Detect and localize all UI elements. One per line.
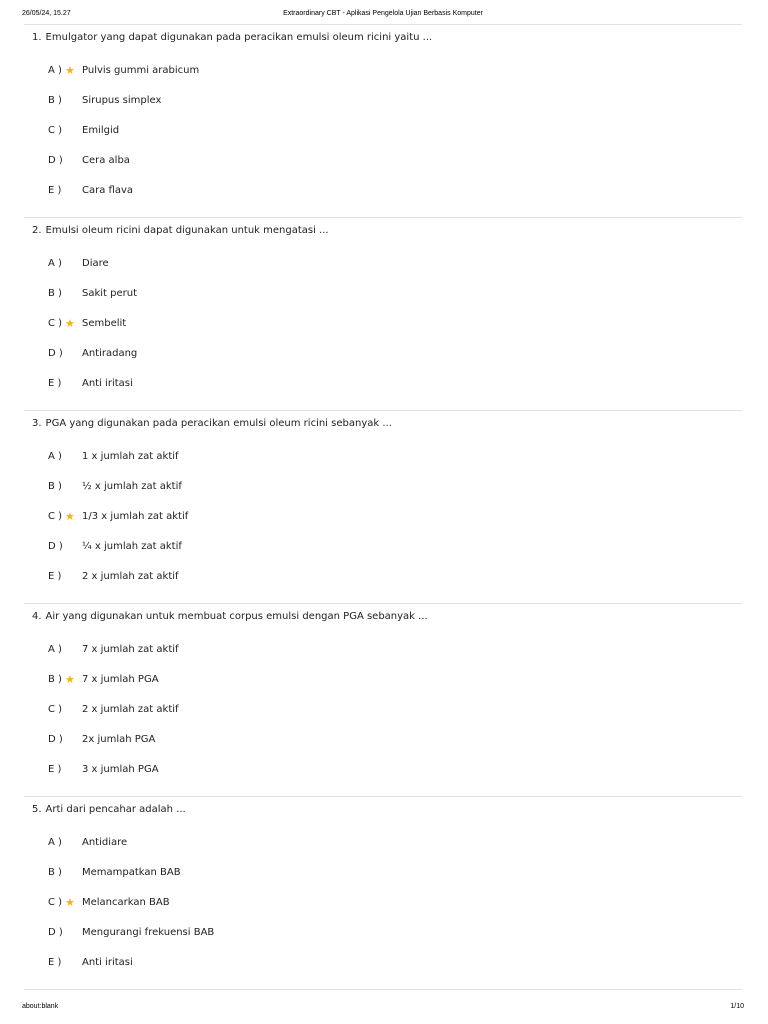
question-text bbox=[32, 225, 329, 236]
option-text: Diare bbox=[82, 258, 109, 269]
option-text: 3 x jumlah PGA bbox=[82, 764, 159, 775]
question-number: 3. bbox=[32, 418, 42, 429]
question-number: 2. bbox=[32, 225, 42, 236]
question-label: Emulgator yang dapat digunakan pada peracikan emulsi oleum ricini yaitu ... bbox=[45, 32, 433, 43]
option-text: 1 x jumlah zat aktif bbox=[82, 451, 179, 462]
page-number: 1/10 bbox=[730, 1003, 744, 1010]
question-text bbox=[32, 32, 432, 43]
option-text: ½ x jumlah zat aktif bbox=[82, 481, 182, 492]
option-letter: D ) bbox=[48, 155, 63, 166]
question-number: 4. bbox=[32, 611, 42, 622]
question-label: Air yang digunakan untuk membuat corpus emulsi dengan PGA sebanyak ... bbox=[45, 611, 428, 622]
option-text: Memampatkan BAB bbox=[82, 867, 181, 878]
option-letter: B ) bbox=[48, 288, 62, 299]
option-letter: E ) bbox=[48, 764, 62, 775]
option-letter: D ) bbox=[48, 348, 63, 359]
option-letter: B ) bbox=[48, 867, 62, 878]
option-text: Cera alba bbox=[82, 155, 130, 166]
option-letter: B ) bbox=[48, 674, 62, 685]
option-letter: B ) bbox=[48, 95, 62, 106]
option-text: 2 x jumlah zat aktif bbox=[82, 571, 179, 582]
question-text bbox=[32, 418, 392, 429]
option-letter: A ) bbox=[48, 65, 62, 76]
question-label: PGA yang digunakan pada peracikan emulsi oleum ricini sebanyak ... bbox=[45, 418, 392, 429]
option-letter: C ) bbox=[48, 897, 63, 908]
question-text bbox=[32, 804, 186, 815]
option-text: Anti iritasi bbox=[82, 378, 133, 389]
option-text: Anti iritasi bbox=[82, 957, 133, 968]
option-text: 1/3 x jumlah zat aktif bbox=[82, 511, 189, 522]
print-title: Extraordinary CBT - Aplikasi Pengelola Ujian Berbasis Komputer bbox=[283, 10, 483, 17]
question-block bbox=[24, 217, 742, 410]
option-letter: B ) bbox=[48, 481, 62, 492]
star-icon: ★ bbox=[65, 510, 75, 523]
divider bbox=[24, 989, 742, 990]
option-text: Antidiare bbox=[82, 837, 128, 848]
option-text: Sembelit bbox=[82, 318, 127, 329]
question-label: Arti dari pencahar adalah ... bbox=[45, 804, 186, 815]
star-icon: ★ bbox=[65, 64, 75, 77]
option-text: 2x jumlah PGA bbox=[82, 734, 156, 745]
option-text: Sirupus simplex bbox=[82, 95, 162, 106]
question-text bbox=[32, 611, 428, 622]
option-text: Sakit perut bbox=[82, 288, 138, 299]
option-letter: E ) bbox=[48, 378, 62, 389]
option-letter: A ) bbox=[48, 837, 62, 848]
option-letter: A ) bbox=[48, 258, 62, 269]
option-letter: C ) bbox=[48, 318, 63, 329]
option-letter: E ) bbox=[48, 957, 62, 968]
option-letter: D ) bbox=[48, 927, 63, 938]
option-text: Mengurangi frekuensi BAB bbox=[82, 927, 215, 938]
star-icon: ★ bbox=[65, 317, 75, 330]
option-text: Cara flava bbox=[82, 185, 134, 196]
star-icon: ★ bbox=[65, 673, 75, 686]
question-number: 5. bbox=[32, 804, 42, 815]
question-block bbox=[24, 603, 742, 796]
option-text: Melancarkan BAB bbox=[82, 897, 170, 908]
question-block bbox=[24, 796, 742, 989]
print-url: about:blank bbox=[22, 1003, 59, 1010]
question-number: 1. bbox=[32, 32, 42, 43]
option-text: Emilgid bbox=[82, 125, 120, 136]
question-label: Emulsi oleum ricini dapat digunakan untuk mengatasi ... bbox=[45, 225, 329, 236]
option-text: 7 x jumlah zat aktif bbox=[82, 644, 179, 655]
option-text: 2 x jumlah zat aktif bbox=[82, 704, 179, 715]
option-letter: C ) bbox=[48, 704, 63, 715]
print-header bbox=[22, 10, 744, 22]
option-letter: E ) bbox=[48, 571, 62, 582]
option-text: 7 x jumlah PGA bbox=[82, 674, 159, 685]
print-footer bbox=[22, 1003, 744, 1015]
option-letter: E ) bbox=[48, 185, 62, 196]
option-letter: A ) bbox=[48, 451, 62, 462]
question-block bbox=[24, 410, 742, 603]
option-letter: D ) bbox=[48, 541, 63, 552]
option-letter: A ) bbox=[48, 644, 62, 655]
star-icon: ★ bbox=[65, 896, 75, 909]
question-block bbox=[24, 24, 742, 217]
question-list bbox=[24, 24, 742, 990]
option-text: Pulvis gummi arabicum bbox=[82, 65, 200, 76]
option-text: Antiradang bbox=[82, 348, 138, 359]
option-letter: D ) bbox=[48, 734, 63, 745]
option-letter: C ) bbox=[48, 511, 63, 522]
option-letter: C ) bbox=[48, 125, 63, 136]
print-date: 26/05/24, 15.27 bbox=[22, 10, 71, 17]
option-text: ¼ x jumlah zat aktif bbox=[82, 541, 182, 552]
